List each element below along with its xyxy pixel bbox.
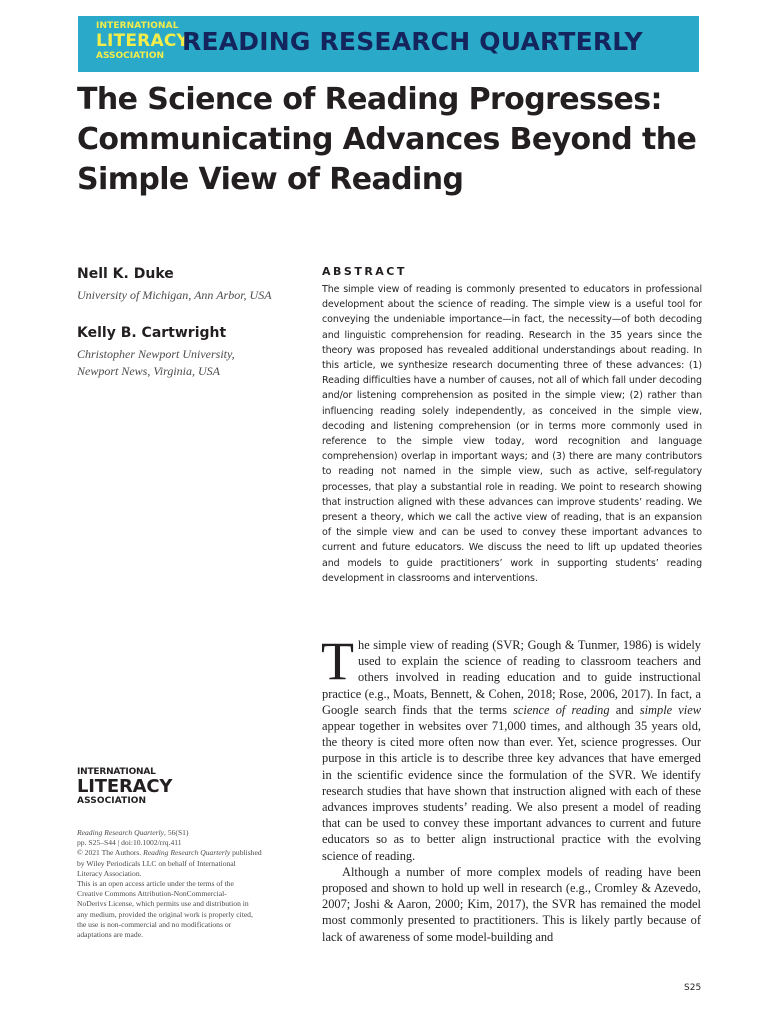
logo-line-literacy: LITERACY bbox=[77, 776, 173, 797]
journal-banner bbox=[78, 16, 699, 72]
license-line: NoDerivs License, which permits use and distribution in bbox=[77, 899, 249, 909]
page-number: S25 bbox=[684, 983, 702, 993]
article-title: The Science of Reading Progresses: Communicating Advances Beyond the Simple View of Reading bbox=[77, 82, 697, 197]
article-body bbox=[321, 631, 701, 945]
author-name: Kelly B. Cartwright bbox=[77, 325, 227, 341]
logo-line-literacy: LITERACY bbox=[96, 31, 189, 51]
copyright-suffix: published bbox=[230, 848, 262, 858]
logo-line-international: INTERNATIONAL bbox=[77, 767, 156, 777]
body-text-run: he simple view of reading (SVR; Gough & Tunmer, 1986) is widely used to explain the science of reading to classroom teachers and others involved in reading education and to guide instructional practice (e.g., Moats, Bennett, & Cohen, 2018; Rose, 2006, 2017). In fact, a Google search finds that the terms bbox=[322, 638, 701, 717]
abstract-text: The simple view of reading is commonly presented to educators in professional development about the science of reading. The simple view is a useful tool for conveying the undeniable importance—in fact, the necessity—of both decoding and linguistic comprehension for reading. Research in the 35 years since the theory was proposed has revealed additional understandings about reading. In this article, we synthesize research documenting three of these advances: (1) Reading difficulties have a number of causes, not all of which fall under decoding and/or listening comprehension as posited in the simple view; (2) rather than influencing reading solely independently, as conceived in the simple view, decoding and listening comprehension (or in terms more commonly used in reference to the simple view today, word recognition and language comprehension) overlap in important ways; and (3) there are many contributors to reading not named in the simple view, such as active, self-regulatory processes, that play a substantial role in reading. We point to research showing that instruction aligned with these advances can improve students’ reading. We present a theory, which we call the active view of reading, that is an expansion of the simple view and can be used to convey these important advances to current and future educators. We discuss the need to lift up updated theories and models to guide practitioners’ work in supporting students’ reading development in classrooms and interventions. bbox=[322, 284, 702, 584]
body-paragraph: Although a number of more complex models of reading have been proposed and shown to hold up well in research (e.g., Cromley & Azevedo, 2007; Joshi & Aaron, 2000; Kim, 2017), the SVR has remained the model most commonly presented to practitioners. This is likely partly because of lack of awareness of some model-building and bbox=[322, 864, 701, 944]
license-line: Literacy Association. bbox=[77, 868, 142, 878]
journal-name: READING RESEARCH QUARTERLY bbox=[182, 27, 643, 56]
logo-line-international: INTERNATIONAL bbox=[96, 21, 179, 31]
journal-citation bbox=[77, 828, 297, 838]
abstract-heading: ABSTRACT bbox=[322, 265, 407, 278]
license-line: the use is non-commercial and no modifications or bbox=[77, 919, 232, 929]
affiliation-line: University of Michigan, Ann Arbor, USA bbox=[77, 288, 272, 302]
body-term: science of reading bbox=[513, 702, 610, 717]
license-line: by Wiley Periodicals LLC on behalf of International bbox=[77, 858, 236, 868]
license-line: This is an open access article under the terms of the bbox=[77, 879, 234, 889]
affiliation-line: Newport News, Virginia, USA bbox=[77, 364, 221, 378]
body-text-run: appear together in websites over 71,000 times, and although 35 years old, the theory is cited more often now than ever. Yet, science progresses. Our purpose in this article is to describe three key advances that have emerged in the scientific evidence since the formulation of the SVR. We identify research studies that have shown that instruction aligned with each of these advances improves students’ reading. We also present a model of reading that can be used to convey these important advances to current and future educators so as to better align instructional practice with the evolving science of reading. bbox=[322, 719, 701, 863]
ila-logo bbox=[96, 21, 189, 66]
journal-volume: , 56(S1) bbox=[164, 828, 189, 837]
body-paragraph bbox=[321, 631, 701, 864]
author-affiliation bbox=[77, 346, 297, 380]
ila-footer-logo bbox=[77, 768, 172, 806]
license-line: any medium, provided the original work is properly cited, bbox=[77, 909, 253, 919]
drop-cap: T bbox=[321, 631, 354, 691]
body-text-run: and bbox=[609, 702, 640, 717]
logo-line-association: ASSOCIATION bbox=[77, 796, 147, 806]
publication-info bbox=[77, 828, 297, 940]
copyright-journal: Reading Research Quarterly bbox=[143, 848, 231, 858]
author-name: Nell K. Duke bbox=[77, 266, 174, 282]
logo-line-association: ASSOCIATION bbox=[96, 51, 165, 61]
license-line: adaptations are made. bbox=[77, 930, 143, 940]
copyright-line bbox=[77, 848, 297, 858]
author-affiliation bbox=[77, 287, 297, 304]
copyright-prefix: © 2021 The Authors. bbox=[77, 848, 144, 858]
license-line: Creative Commons Attribution-NonCommercial- bbox=[77, 889, 227, 899]
affiliation-line: Christopher Newport University, bbox=[77, 347, 235, 361]
pages-doi: pp. S25–S44 | doi:10.1002/rrq.411 bbox=[77, 838, 182, 848]
body-term: simple view bbox=[639, 702, 701, 717]
journal-ref: Reading Research Quarterly bbox=[77, 828, 165, 837]
